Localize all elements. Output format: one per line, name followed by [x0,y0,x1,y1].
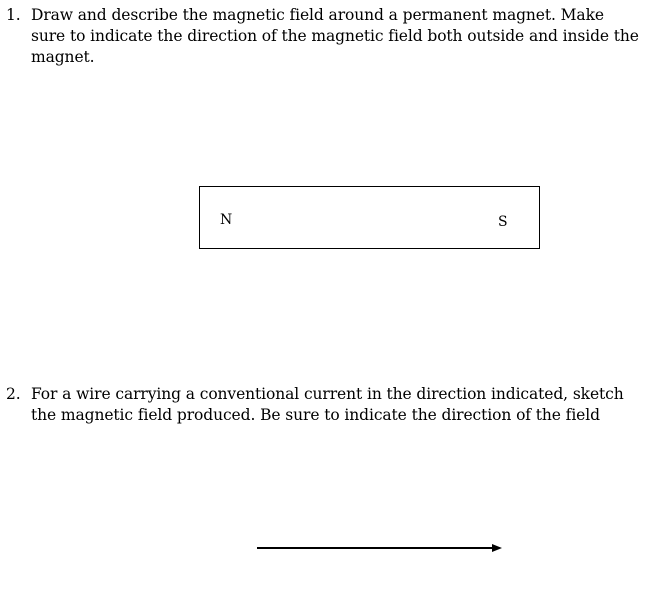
question-2 [6,384,642,426]
magnet-north-label: N [220,212,233,228]
magnet-south-label: S [498,214,508,230]
question-1-text: Draw and describe the magnetic field around a permanent magnet. Make sure to indicate the direction of the magnetic field both outside and inside the magnet. [31,6,639,66]
question-1 [6,5,642,68]
question-1-number: 1. [6,6,21,24]
bar-magnet [199,186,540,249]
question-2-text: For a wire carrying a conventional current in the direction indicated, sketch the magnetic field produced. Be sure to indicate the direction of the field [31,385,624,424]
current-direction-arrowhead [492,544,502,552]
current-wire-arrow [256,540,506,556]
question-2-number: 2. [6,385,21,403]
